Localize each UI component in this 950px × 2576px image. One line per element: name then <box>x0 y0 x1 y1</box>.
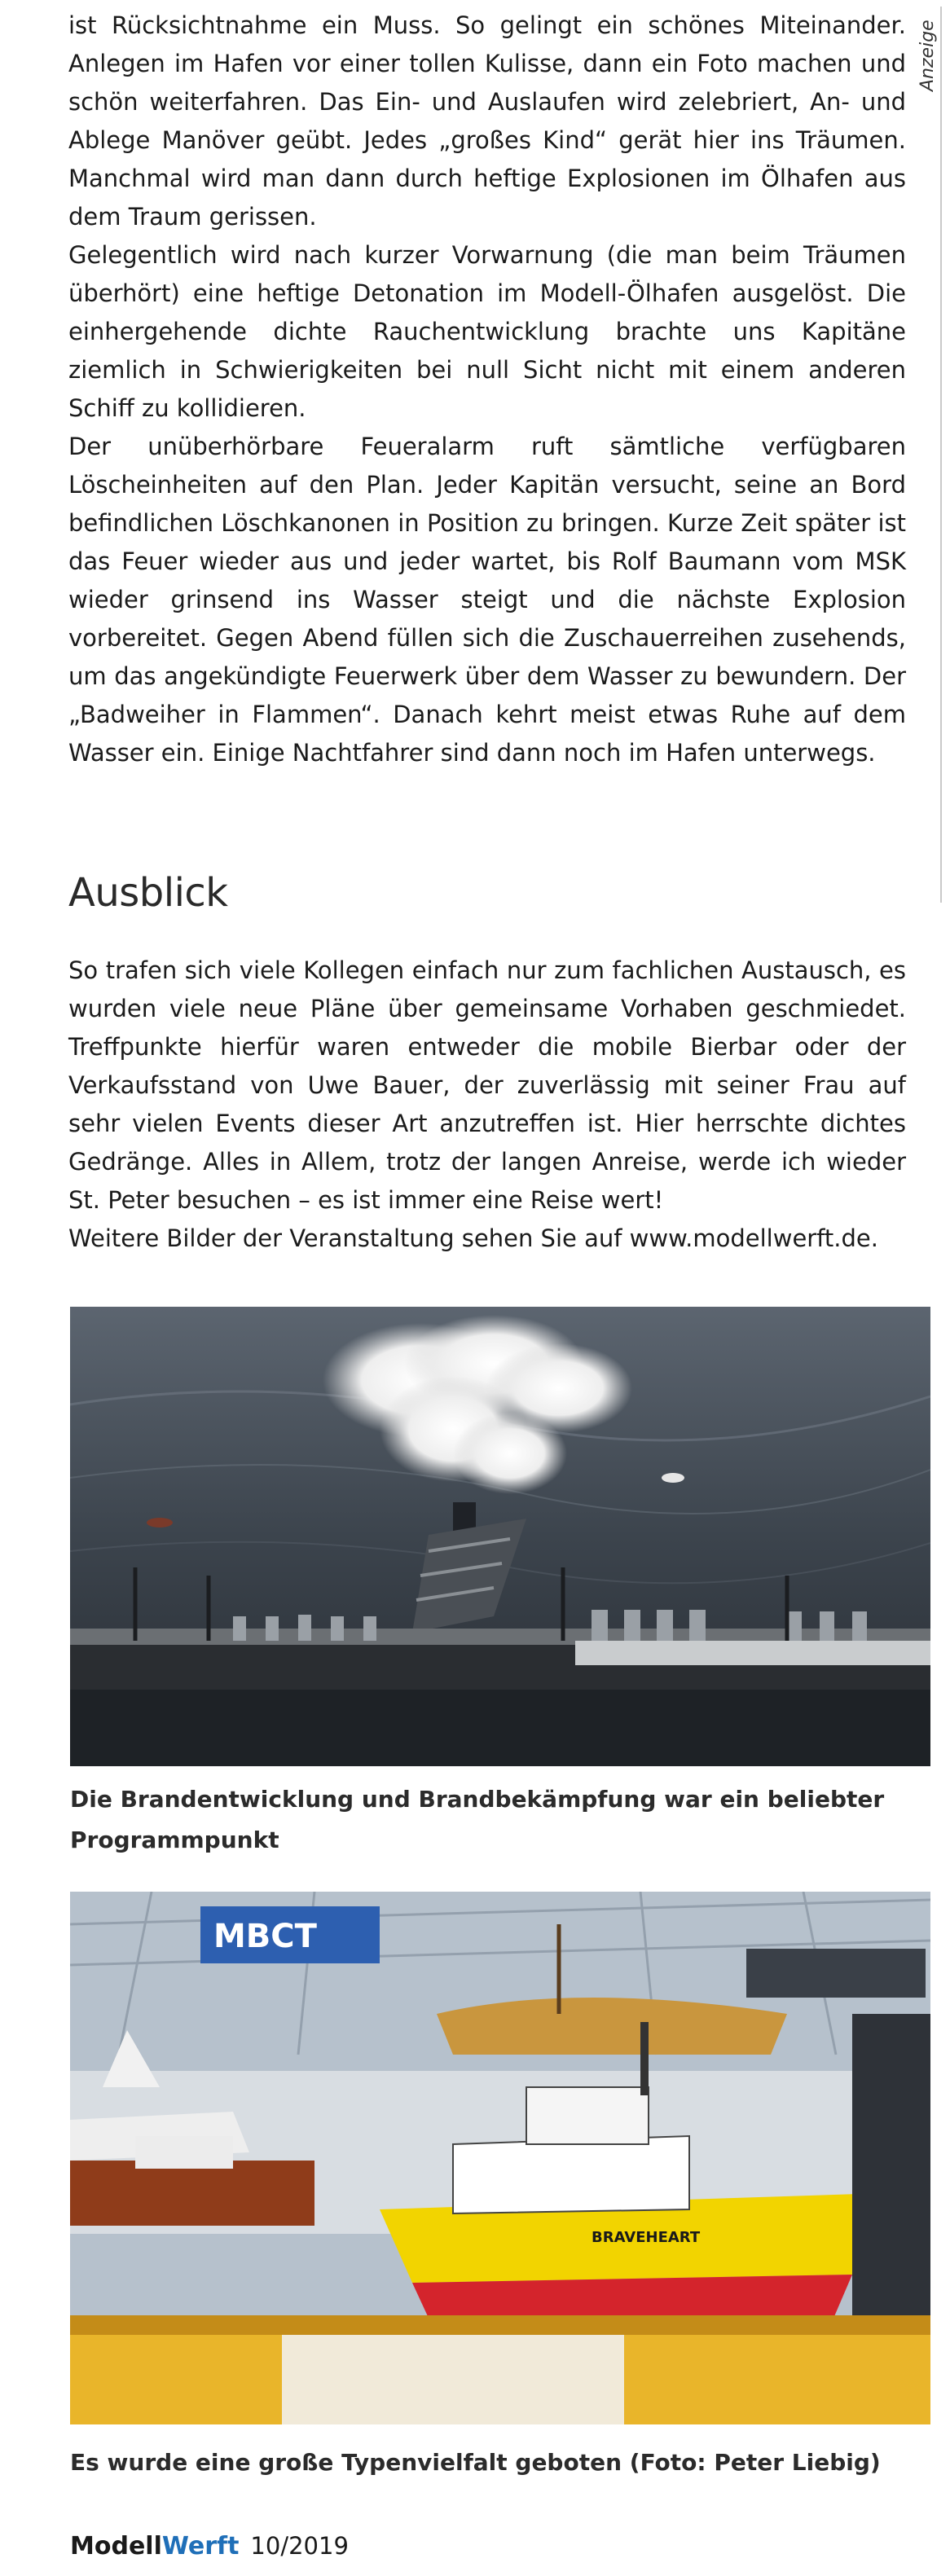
paragraph: Der unüberhörbare Feueralarm ruft sämtliche verfügbaren Löscheinheiten auf den Plan. Jeder Kapitän versucht, seine an Bord befindlichen Löschkanonen in Position zu bringen. Kurze Zeit später ist das Feuer wieder aus und jeder wartet, bis Rolf Baumann vom MSK wieder grinsend ins Wasser steigt und die nächste Explosion vorbereitet. Gegen Abend füllen sich die Zuschauerreihen zusehends, um das angekündigte Feuerwerk über dem Wasser zu bewundern. Der „Badweiher in Flammen“. Danach kehrt meist etwas Ruhe auf dem Wasser ein. Einige Nachtfahrer sind dann noch im Hafen unterwegs. <box>68 433 906 767</box>
issue-number: 10/2019 <box>250 2532 349 2560</box>
paragraph: So trafen sich viele Kollegen einfach nur zum fachlichen Austausch, es wurden viele neue Pläne über gemeinsame Vorhaben geschmiedet. Treffpunkte hierfür waren entweder die mobile Bierbar oder der Verkaufsstand von Uwe Bauer, der zuverlässig mit seiner Frau auf sehr vielen Events dieser Art anzutreffen ist. Hier herrschte dichtes Gedränge. Alles in Allem, trotz der langen Anreise, werde ich wieder St. Peter besuchen – es ist immer eine Reise wert! <box>68 956 906 1214</box>
photo-caption: Es wurde eine große Typenvielfalt geboten (Foto: Peter Liebig) <box>70 2449 881 2476</box>
photo-caption: Die Brandentwicklung und Brandbekämpfung war ein beliebter Programmpunkt <box>70 1786 885 1853</box>
photo-harbour-fire <box>70 1307 930 1766</box>
paragraph: Weitere Bilder der Veranstaltung sehen Sie auf www.modellwerft.de. <box>68 1224 878 1252</box>
paragraph: Gelegentlich wird nach kurzer Vorwarnung (die man beim Träumen überhört) eine heftige Detonation im Modell-Ölhafen ausgelöst. Die einhergehende dichte Rauchentwicklung brachte uns Kapitäne ziemlich in Schwierigkeiten bei null Sicht nicht mit einem anderen Schiff zu kollidieren. <box>68 241 906 422</box>
paragraph: ist Rücksichtnahme ein Muss. So gelingt ein schönes Miteinander. Anlegen im Hafen vor einer tollen Kulisse, dann ein Foto machen und schön weiterfahren. Das Ein- und Auslaufen wird zelebriert, An- und Ablege Manöver geübt. Jedes „großes Kind“ gerät hier ins Träumen. Manchmal wird man dann durch heftige Explosionen im Ölhafen aus dem Traum gerissen. <box>68 11 906 231</box>
photo-harbour-illustration <box>70 1307 930 1766</box>
magazine-brand-part2: Werft <box>161 2532 240 2561</box>
side-rule <box>940 7 942 903</box>
body-text-top <box>68 7 906 772</box>
photo-ships-illustration <box>70 1892 930 2424</box>
magazine-brand-part1: Modell <box>70 2532 162 2561</box>
svg-text:BRAVEHEART: BRAVEHEART <box>592 2229 701 2246</box>
body-text-ausblick <box>68 952 906 1258</box>
advert-side-label <box>917 10 939 108</box>
advert-label-text: Anzeige <box>917 20 938 91</box>
page-footer <box>70 2532 349 2561</box>
section-heading: Ausblick <box>68 870 228 916</box>
photo-model-ships <box>70 1892 930 2424</box>
svg-text:MBCT: MBCT <box>213 1918 317 1955</box>
